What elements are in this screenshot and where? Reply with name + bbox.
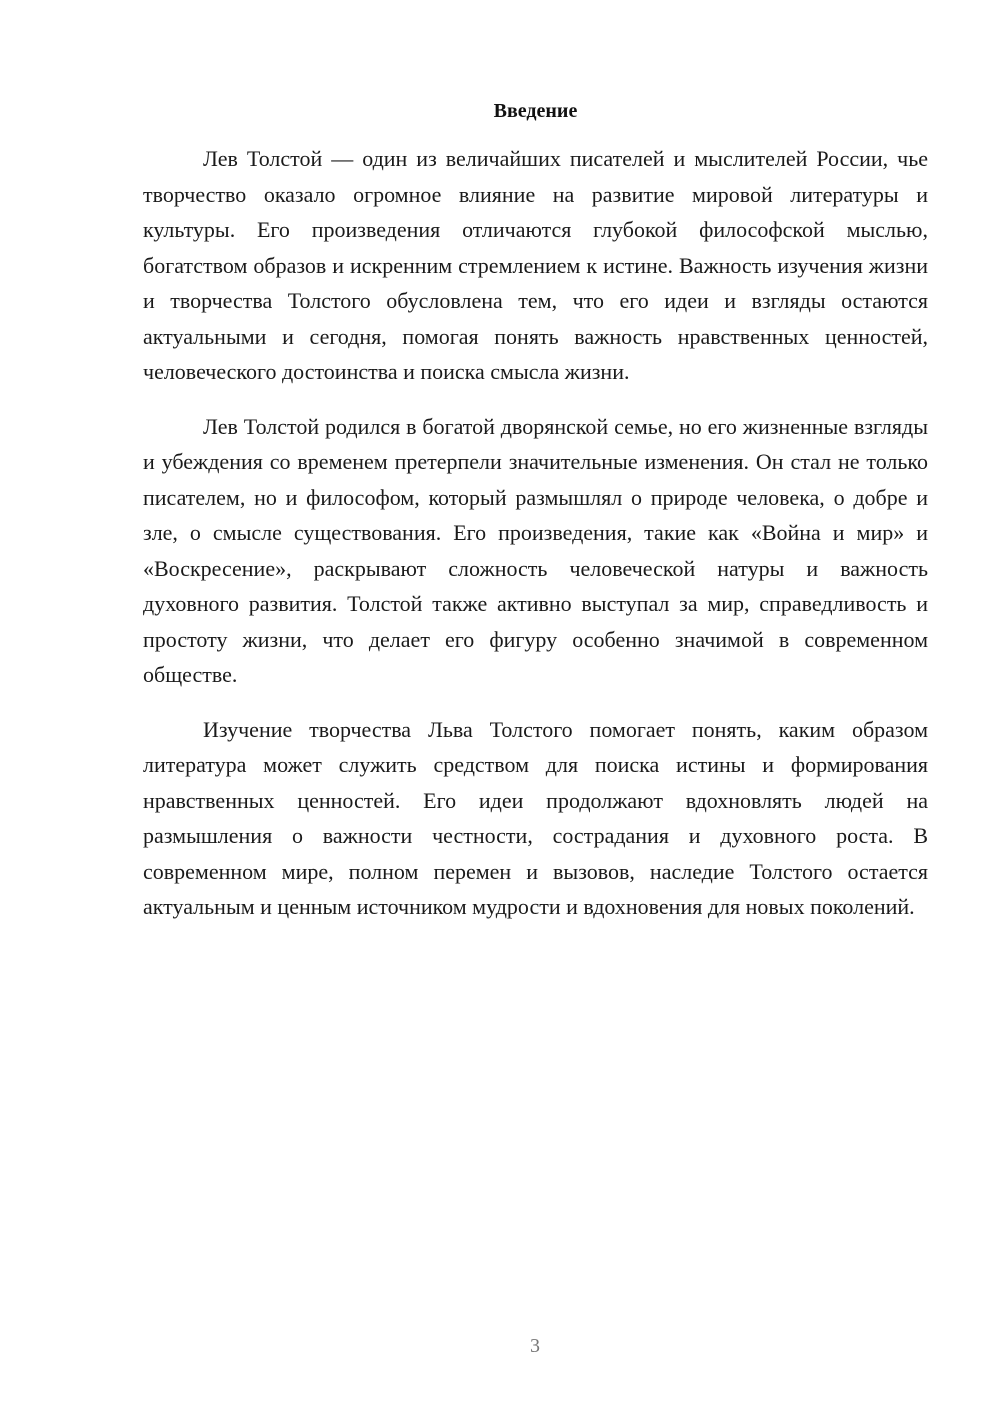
paragraph-3: Изучение творчества Льва Толстого помогает понять, каким образом литература может служить средством для поиска истины и формирования нравственных ценностей. Его идеи продолжают вдохновлять людей на размышления о важности честности, сострадания и духовного роста. В современном мире, полном перемен и вызовов, наследие Толстого остается актуальным и ценным источником мудрости и вдохновения для новых поколений. [143, 716, 928, 919]
paragraph-1: Лев Толстой — один из величайших писателей и мыслителей России, чье творчество оказало огромное влияние на развитие мировой литературы и культуры. Его произведения отличаются глубокой философской мыслью, богатством образов и искренним стремлением к истине. Важность изучения жизни и творчества Толстого обусловлена тем, что его идеи и взгляды остаются актуальными и сегодня, помогая понять важность нравственных ценностей, человеческого достоинства и поиска смысла жизни. [143, 146, 928, 384]
page-title: Введение [493, 100, 578, 122]
page-number: 3 [530, 1335, 540, 1357]
page-content [143, 96, 928, 944]
paragraph-2: Лев Толстой родился в богатой дворянской семье, но его жизненные взгляды и убеждения со временем претерпели значительные изменения. Он стал не только писателем, но и философом, который размышлял о природе человека, о добре и зле, о смысле существования. Его произведения, такие как «Война и мир» и «Воскресение», раскрывают сложность человеческой натуры и важность духовного развития. Толстой также активно выступал за мир, справедливость и простоту жизни, что делает его фигуру особенно значимой в современном обществе. [143, 413, 928, 687]
